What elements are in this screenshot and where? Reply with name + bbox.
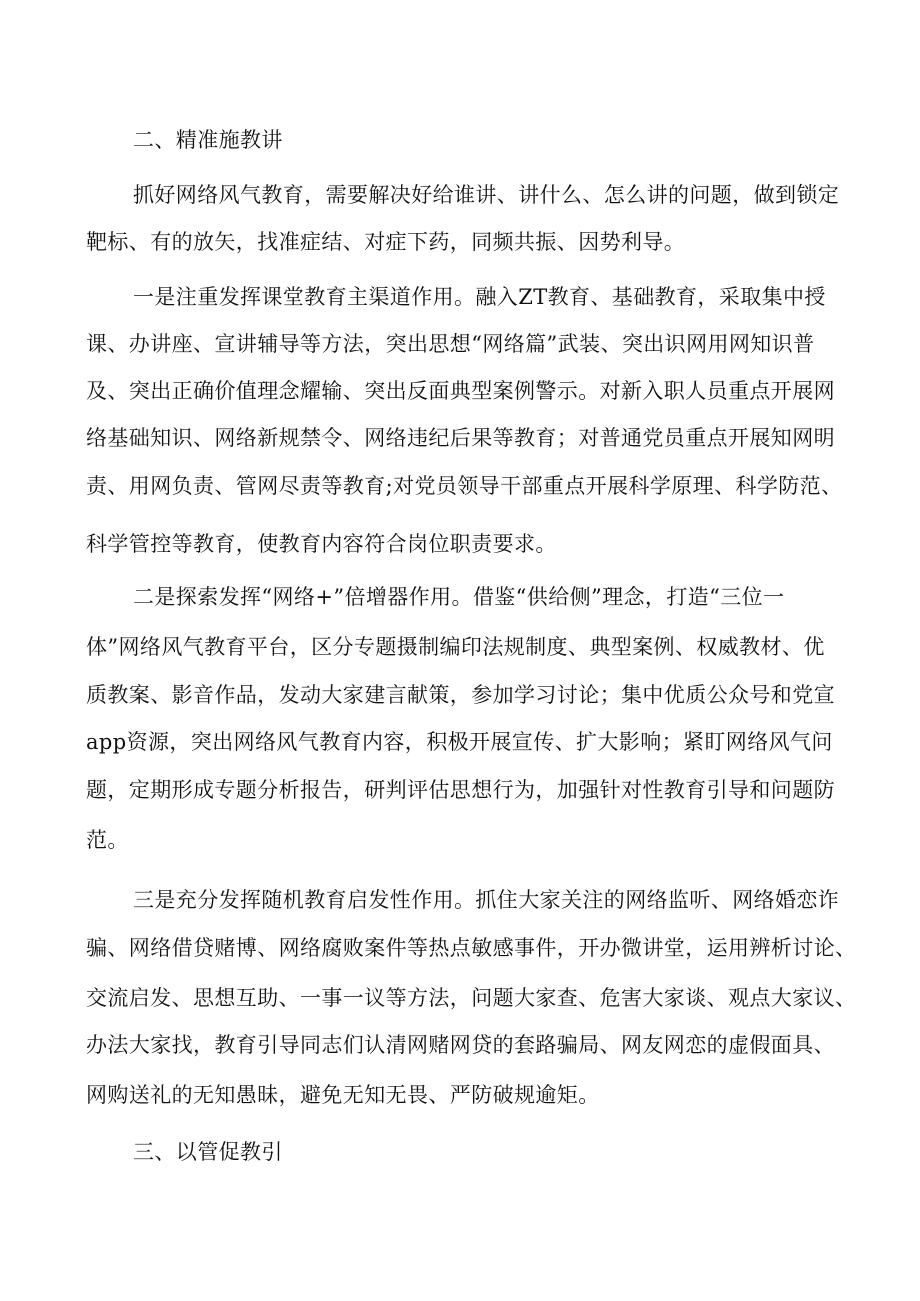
section-heading: 三、以管促教引: [133, 1140, 283, 1164]
paragraph-line: app资源，突出网络风气教育内容，积极开展宣传、扩大影响；紧盯网络风气问: [86, 730, 833, 754]
paragraph-line: 责、用网负责、管网尽责等教育;对党员领导干部重点开展科学原理、科学防范、: [86, 474, 843, 498]
paragraph-line: 骗、网络借贷赌博、网络腐败案件等热点敏感事件，开办微讲堂，运用辨析讨论、: [86, 936, 857, 960]
paragraph-line: 抓好网络风气教育，需要解决好给谁讲、讲什么、怎么讲的问题，做到锁定: [133, 183, 840, 207]
section-heading: 二、精准施教讲: [133, 128, 283, 152]
paragraph-line: 办法大家找，教育引导同志们认清网赌网贷的套路骗局、网友网恋的虚假面具、: [86, 1033, 835, 1057]
paragraph-line: 络基础知识、网络新规禁令、网络违纪后果等教育；对普通党员重点开展知网明: [86, 426, 835, 450]
paragraph-line: 体”网络风气教育平台，区分专题摄制编印法规制度、典型案例、权威教材、优: [86, 635, 825, 659]
paragraph-line: 二是探索发挥“网络+”倍增器作用。借鉴“供给侧”理念，打造“三位一: [133, 585, 785, 609]
paragraph-line: 题，定期形成专题分析报告，研判评估思想行为，加强针对性教育引导和问题防: [86, 778, 835, 802]
paragraph-line: 质教案、影音作品，发动大家建言献策，参加学习讨论；集中优质公众号和党宣: [86, 683, 835, 707]
paragraph-line: 及、突出正确价值理念耀输、突出反面典型案例警示。对新入职人员重点开展网: [86, 379, 835, 403]
paragraph-line: 网购送礼的无知愚昧，避免无知无畏、严防破规逾矩。: [86, 1083, 600, 1107]
paragraph-line: 一是注重发挥课堂教育主渠道作用。融入ZT教育、基础教育，采取集中授: [133, 285, 826, 309]
paragraph-line: 科学管控等教育，使教育内容符合岗位职责要求。: [86, 532, 557, 556]
paragraph-line: 靶标、有的放矢，找准症结、对症下药，同频共振、因势利导。: [86, 230, 686, 254]
paragraph-line: 课、办讲座、宣讲辅导等方法，突出思想“网络篇”武装、突出识网用网知识普: [86, 332, 815, 356]
paragraph-line: 交流启发、思想互助、一事一议等方法，问题大家查、危害大家谈、观点大家议、: [86, 986, 857, 1010]
paragraph-line: 范。: [86, 828, 129, 852]
paragraph-line: 三是充分发挥随机教育启发性作用。抓住大家关注的网络监听、网络婚恋诈: [133, 888, 840, 912]
